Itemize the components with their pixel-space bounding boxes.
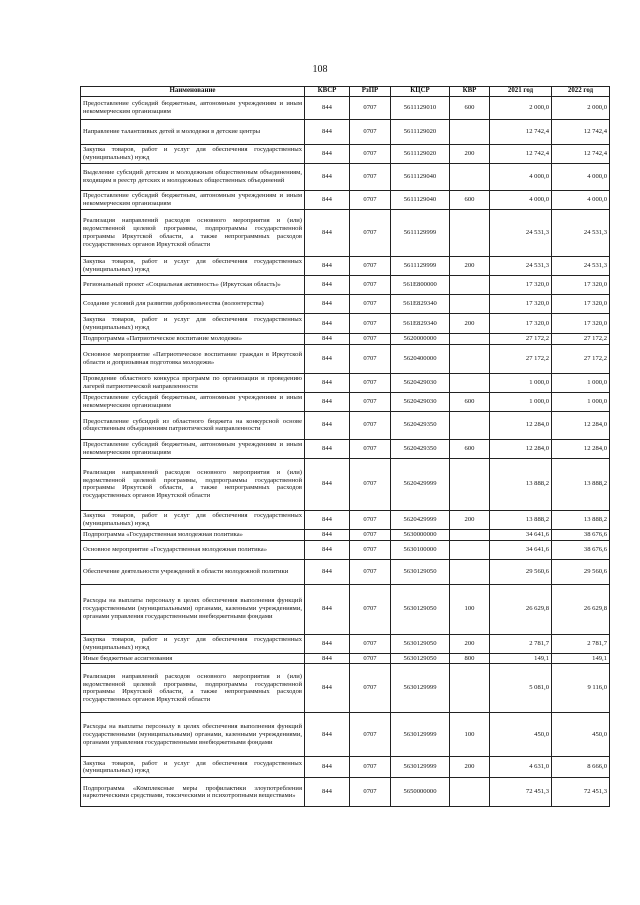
budget-table: [80, 86, 610, 807]
cell-kcsr: 561E829340: [391, 314, 450, 334]
cell-kvr: [450, 540, 490, 559]
cell-kvr: [450, 664, 490, 713]
table-row: [81, 120, 610, 145]
table-row: [81, 257, 610, 276]
cell-2021: 29 560,6: [490, 559, 552, 584]
table-row: [81, 634, 610, 653]
cell-2022: 4 000,0: [552, 164, 610, 191]
cell-name: Закупка товаров, работ и услуг для обеспечения государственных (муниципальных) нужд: [81, 757, 305, 778]
cell-rzpr: 0707: [350, 145, 391, 164]
cell-kvsr: 844: [305, 276, 350, 295]
cell-2021: 17 320,0: [490, 276, 552, 295]
cell-kcsr: 5630000000: [391, 529, 450, 540]
cell-rzpr: 0707: [350, 757, 391, 778]
cell-kvsr: 844: [305, 664, 350, 713]
cell-2021: 72 451,3: [490, 778, 552, 807]
header-kvr: КВР: [450, 87, 490, 97]
cell-name: Создание условий для развития добровольчества (волонтерства): [81, 295, 305, 314]
cell-kvr: 200: [450, 257, 490, 276]
table-row: [81, 392, 610, 411]
cell-rzpr: 0707: [350, 713, 391, 757]
table-row: [81, 210, 610, 257]
cell-2022: 9 116,0: [552, 664, 610, 713]
cell-kvsr: 844: [305, 757, 350, 778]
cell-kvr: [450, 344, 490, 373]
cell-kvr: [450, 411, 490, 439]
cell-rzpr: 0707: [350, 664, 391, 713]
cell-2021: 4 000,0: [490, 164, 552, 191]
cell-kvr: [450, 276, 490, 295]
cell-2022: 4 000,0: [552, 191, 610, 210]
cell-kcsr: 5611129999: [391, 257, 450, 276]
cell-2022: 450,0: [552, 713, 610, 757]
cell-kvsr: 844: [305, 510, 350, 529]
cell-kvsr: 844: [305, 97, 350, 120]
cell-2021: 34 641,6: [490, 529, 552, 540]
cell-rzpr: 0707: [350, 653, 391, 664]
cell-kvsr: 844: [305, 458, 350, 510]
cell-kvr: 100: [450, 584, 490, 634]
cell-rzpr: 0707: [350, 634, 391, 653]
cell-rzpr: 0707: [350, 344, 391, 373]
cell-2021: 12 742,4: [490, 145, 552, 164]
cell-kcsr: 5630129999: [391, 757, 450, 778]
cell-kcsr: 5630129999: [391, 664, 450, 713]
cell-2021: 24 531,3: [490, 257, 552, 276]
header-2021: 2021 год: [490, 87, 552, 97]
cell-kvr: [450, 295, 490, 314]
table-row: [81, 584, 610, 634]
cell-kcsr: 5620429350: [391, 439, 450, 458]
table-row: [81, 664, 610, 713]
cell-name: Реализация направлений расходов основного мероприятия и (или) ведомственной целевой программы, подпрограммы государственной программы Иркутской области, а также непрограммных расходов государственных органов Иркутской области: [81, 458, 305, 510]
cell-2021: 27 172,2: [490, 334, 552, 345]
cell-kvsr: 844: [305, 344, 350, 373]
cell-kcsr: 5620400000: [391, 344, 450, 373]
cell-2021: 27 172,2: [490, 344, 552, 373]
cell-2022: 17 320,0: [552, 276, 610, 295]
cell-2022: 17 320,0: [552, 295, 610, 314]
cell-rzpr: 0707: [350, 458, 391, 510]
cell-kcsr: 5620429030: [391, 373, 450, 392]
table-row: [81, 314, 610, 334]
cell-2022: 12 742,4: [552, 145, 610, 164]
table-row: [81, 191, 610, 210]
cell-kvsr: 844: [305, 120, 350, 145]
cell-rzpr: 0707: [350, 439, 391, 458]
cell-2021: 1 000,0: [490, 373, 552, 392]
table-row: [81, 559, 610, 584]
cell-rzpr: 0707: [350, 314, 391, 334]
cell-name: Закупка товаров, работ и услуг для обеспечения государственных (муниципальных) нужд: [81, 145, 305, 164]
cell-kcsr: 5611129999: [391, 210, 450, 257]
header-name: Наименование: [81, 87, 305, 97]
cell-2021: 149,1: [490, 653, 552, 664]
cell-2021: 12 284,0: [490, 411, 552, 439]
cell-name: Закупка товаров, работ и услуг для обеспечения государственных (муниципальных) нужд: [81, 510, 305, 529]
cell-name: Подпрограмма «Патриотическое воспитание молодежи»: [81, 334, 305, 345]
header-rzpr: РзПР: [350, 87, 391, 97]
table-row: [81, 439, 610, 458]
cell-kvsr: 844: [305, 439, 350, 458]
cell-name: Расходы на выплаты персоналу в целях обеспечения выполнения функций государственными (муниципальными) органами, казенными учреждениями, органами управления государственными внебюджетными фондами: [81, 713, 305, 757]
cell-kcsr: 5650000000: [391, 778, 450, 807]
cell-kvsr: 844: [305, 713, 350, 757]
cell-name: Подпрограмма «Государственная молодежная политика»: [81, 529, 305, 540]
page-number: 108: [312, 64, 328, 75]
table-row: [81, 97, 610, 120]
cell-kvr: [450, 334, 490, 345]
cell-kvr: [450, 458, 490, 510]
cell-kvsr: 844: [305, 584, 350, 634]
cell-rzpr: 0707: [350, 191, 391, 210]
cell-2022: 8 666,0: [552, 757, 610, 778]
cell-kcsr: 5620429350: [391, 411, 450, 439]
cell-name: Предоставление субсидий бюджетным, автономным учреждениям и иным некоммерческим организациям: [81, 392, 305, 411]
cell-2021: 4 000,0: [490, 191, 552, 210]
cell-2022: 1 000,0: [552, 392, 610, 411]
cell-2022: 26 629,8: [552, 584, 610, 634]
cell-name: Предоставление субсидий бюджетным, автономным учреждениям и иным некоммерческим организациям: [81, 439, 305, 458]
cell-kvr: 100: [450, 713, 490, 757]
cell-2022: 72 451,3: [552, 778, 610, 807]
cell-kcsr: 5620429999: [391, 458, 450, 510]
cell-kvr: 200: [450, 757, 490, 778]
cell-name: Выделение субсидий детским и молодежным общественным объединениям, входящим в реестр детских и молодежных общественных объединений: [81, 164, 305, 191]
cell-name: Закупка товаров, работ и услуг для обеспечения государственных (муниципальных) нужд: [81, 257, 305, 276]
cell-2022: 149,1: [552, 653, 610, 664]
cell-2022: 12 284,0: [552, 439, 610, 458]
cell-kvr: 600: [450, 392, 490, 411]
cell-rzpr: 0707: [350, 120, 391, 145]
cell-rzpr: 0707: [350, 778, 391, 807]
cell-name: Предоставление субсидий бюджетным, автономным учреждениям и иным некоммерческим организациям: [81, 191, 305, 210]
cell-kvsr: 844: [305, 210, 350, 257]
cell-rzpr: 0707: [350, 392, 391, 411]
cell-kvsr: 844: [305, 334, 350, 345]
cell-rzpr: 0707: [350, 276, 391, 295]
cell-kcsr: 561E829340: [391, 295, 450, 314]
cell-kcsr: 5630129050: [391, 559, 450, 584]
cell-name: Основное мероприятие «Патриотическое воспитание граждан в Иркутской области и допризывная подготовка молодежи»: [81, 344, 305, 373]
cell-2021: 5 081,0: [490, 664, 552, 713]
table-body: [81, 97, 610, 807]
cell-2021: 2 781,7: [490, 634, 552, 653]
cell-kvsr: 844: [305, 392, 350, 411]
cell-2021: 26 629,8: [490, 584, 552, 634]
table-row: [81, 529, 610, 540]
cell-rzpr: 0707: [350, 411, 391, 439]
cell-rzpr: 0707: [350, 584, 391, 634]
cell-kvr: 800: [450, 653, 490, 664]
cell-2021: 1 000,0: [490, 392, 552, 411]
cell-2022: 13 888,2: [552, 510, 610, 529]
cell-2021: 450,0: [490, 713, 552, 757]
cell-kvr: 600: [450, 191, 490, 210]
cell-kcsr: 5611129020: [391, 120, 450, 145]
cell-rzpr: 0707: [350, 97, 391, 120]
cell-name: Основное мероприятие «Государственная молодежная политика»: [81, 540, 305, 559]
cell-name: Предоставление субсидий бюджетным, автономным учреждениям и иным некоммерческим организациям: [81, 97, 305, 120]
cell-kvr: 200: [450, 510, 490, 529]
table-row: [81, 713, 610, 757]
cell-kvr: [450, 210, 490, 257]
cell-kvsr: 844: [305, 411, 350, 439]
cell-kcsr: 5611129040: [391, 164, 450, 191]
cell-kvr: [450, 373, 490, 392]
cell-name: Направление талантливых детей и молодежи в детские центры: [81, 120, 305, 145]
cell-kvr: 200: [450, 314, 490, 334]
header-2022: 2022 год: [552, 87, 610, 97]
table-row: [81, 164, 610, 191]
cell-kvr: 600: [450, 439, 490, 458]
table-row: [81, 778, 610, 807]
cell-rzpr: 0707: [350, 164, 391, 191]
table-row: [81, 334, 610, 345]
cell-rzpr: 0707: [350, 373, 391, 392]
cell-2022: 12 284,0: [552, 411, 610, 439]
cell-2021: 34 641,6: [490, 540, 552, 559]
cell-2022: 2 781,7: [552, 634, 610, 653]
cell-2022: 29 560,6: [552, 559, 610, 584]
table-row: [81, 510, 610, 529]
cell-kvr: [450, 164, 490, 191]
cell-kvr: [450, 559, 490, 584]
cell-kvsr: 844: [305, 634, 350, 653]
cell-2021: 24 531,3: [490, 210, 552, 257]
cell-2022: 1 000,0: [552, 373, 610, 392]
cell-kvsr: 844: [305, 164, 350, 191]
cell-kcsr: 5611129020: [391, 145, 450, 164]
cell-rzpr: 0707: [350, 510, 391, 529]
table-row: [81, 411, 610, 439]
cell-kcsr: 5630129050: [391, 584, 450, 634]
cell-2022: 12 742,4: [552, 120, 610, 145]
cell-2021: 13 888,2: [490, 458, 552, 510]
table-row: [81, 295, 610, 314]
cell-2021: 4 631,0: [490, 757, 552, 778]
cell-name: Проведение областного конкурса программ по организации и проведению лагерей патриотической направленности: [81, 373, 305, 392]
cell-2022: 2 000,0: [552, 97, 610, 120]
cell-2022: 38 676,6: [552, 529, 610, 540]
cell-2021: 17 320,0: [490, 295, 552, 314]
cell-kvr: 200: [450, 634, 490, 653]
cell-rzpr: 0707: [350, 529, 391, 540]
cell-2022: 17 320,0: [552, 314, 610, 334]
cell-2022: 24 531,3: [552, 257, 610, 276]
cell-2021: 2 000,0: [490, 97, 552, 120]
table-row: [81, 653, 610, 664]
cell-kcsr: 5630129050: [391, 653, 450, 664]
cell-name: Подпрограмма «Комплексные меры профилактики злоупотребления наркотическими средствами, токсическими и психотропными веществами»: [81, 778, 305, 807]
cell-name: Закупка товаров, работ и услуг для обеспечения государственных (муниципальных) нужд: [81, 314, 305, 334]
cell-kcsr: 5630100000: [391, 540, 450, 559]
cell-2021: 12 742,4: [490, 120, 552, 145]
cell-kcsr: 561E800000: [391, 276, 450, 295]
table-row: [81, 344, 610, 373]
cell-kcsr: 5620429030: [391, 392, 450, 411]
cell-kvr: 200: [450, 145, 490, 164]
cell-name: Расходы на выплаты персоналу в целях обеспечения выполнения функций государственными (муниципальными) органами, казенными учреждениями, органами управления государственными внебюджетными фондами: [81, 584, 305, 634]
cell-kvsr: 844: [305, 559, 350, 584]
cell-name: Обеспечение деятельности учреждений в области молодежной политики: [81, 559, 305, 584]
cell-kvsr: 844: [305, 529, 350, 540]
cell-2022: 24 531,3: [552, 210, 610, 257]
cell-kvsr: 844: [305, 778, 350, 807]
cell-kvsr: 844: [305, 314, 350, 334]
cell-kvr: 600: [450, 97, 490, 120]
cell-2021: 13 888,2: [490, 510, 552, 529]
cell-rzpr: 0707: [350, 559, 391, 584]
cell-kvr: [450, 778, 490, 807]
cell-kcsr: 5611129040: [391, 191, 450, 210]
cell-name: Иные бюджетные ассигнования: [81, 653, 305, 664]
cell-name: Реализация направлений расходов основного мероприятия и (или) ведомственной целевой программы, подпрограммы государственной программы Иркутской области, а также непрограммных расходов государственных органов Иркутской области: [81, 664, 305, 713]
cell-rzpr: 0707: [350, 295, 391, 314]
cell-rzpr: 0707: [350, 334, 391, 345]
cell-kvsr: 844: [305, 295, 350, 314]
table-row: [81, 458, 610, 510]
cell-2022: 13 888,2: [552, 458, 610, 510]
cell-kcsr: 5630129050: [391, 634, 450, 653]
table-row: [81, 540, 610, 559]
cell-2022: 27 172,2: [552, 334, 610, 345]
cell-2022: 27 172,2: [552, 344, 610, 373]
cell-kvsr: 844: [305, 540, 350, 559]
cell-kvsr: 844: [305, 145, 350, 164]
header-kvsr: КВСР: [305, 87, 350, 97]
cell-name: Закупка товаров, работ и услуг для обеспечения государственных (муниципальных) нужд: [81, 634, 305, 653]
cell-kvsr: 844: [305, 191, 350, 210]
cell-kvsr: 844: [305, 653, 350, 664]
cell-kcsr: 5620000000: [391, 334, 450, 345]
cell-name: Реализация направлений расходов основного мероприятия и (или) ведомственной целевой программы, подпрограммы государственной программы Иркутской области, а также непрограммных расходов государственных органов Иркутской области: [81, 210, 305, 257]
table-row: [81, 757, 610, 778]
cell-2021: 17 320,0: [490, 314, 552, 334]
cell-2022: 38 676,6: [552, 540, 610, 559]
cell-kcsr: 5620429999: [391, 510, 450, 529]
cell-kvr: [450, 529, 490, 540]
cell-rzpr: 0707: [350, 210, 391, 257]
cell-kvsr: 844: [305, 257, 350, 276]
cell-kcsr: 5611129010: [391, 97, 450, 120]
cell-name: Региональный проект «Социальная активность» (Иркутская область)»: [81, 276, 305, 295]
table-row: [81, 276, 610, 295]
table-row: [81, 145, 610, 164]
cell-2021: 12 284,0: [490, 439, 552, 458]
cell-rzpr: 0707: [350, 257, 391, 276]
cell-kcsr: 5630129999: [391, 713, 450, 757]
cell-name: Предоставление субсидий из областного бюджета на конкурсной основе общественным объединениям патриотической направленности: [81, 411, 305, 439]
cell-rzpr: 0707: [350, 540, 391, 559]
header-row: [81, 87, 610, 97]
header-kcsr: КЦСР: [391, 87, 450, 97]
cell-kvsr: 844: [305, 373, 350, 392]
table-row: [81, 373, 610, 392]
cell-kvr: [450, 120, 490, 145]
